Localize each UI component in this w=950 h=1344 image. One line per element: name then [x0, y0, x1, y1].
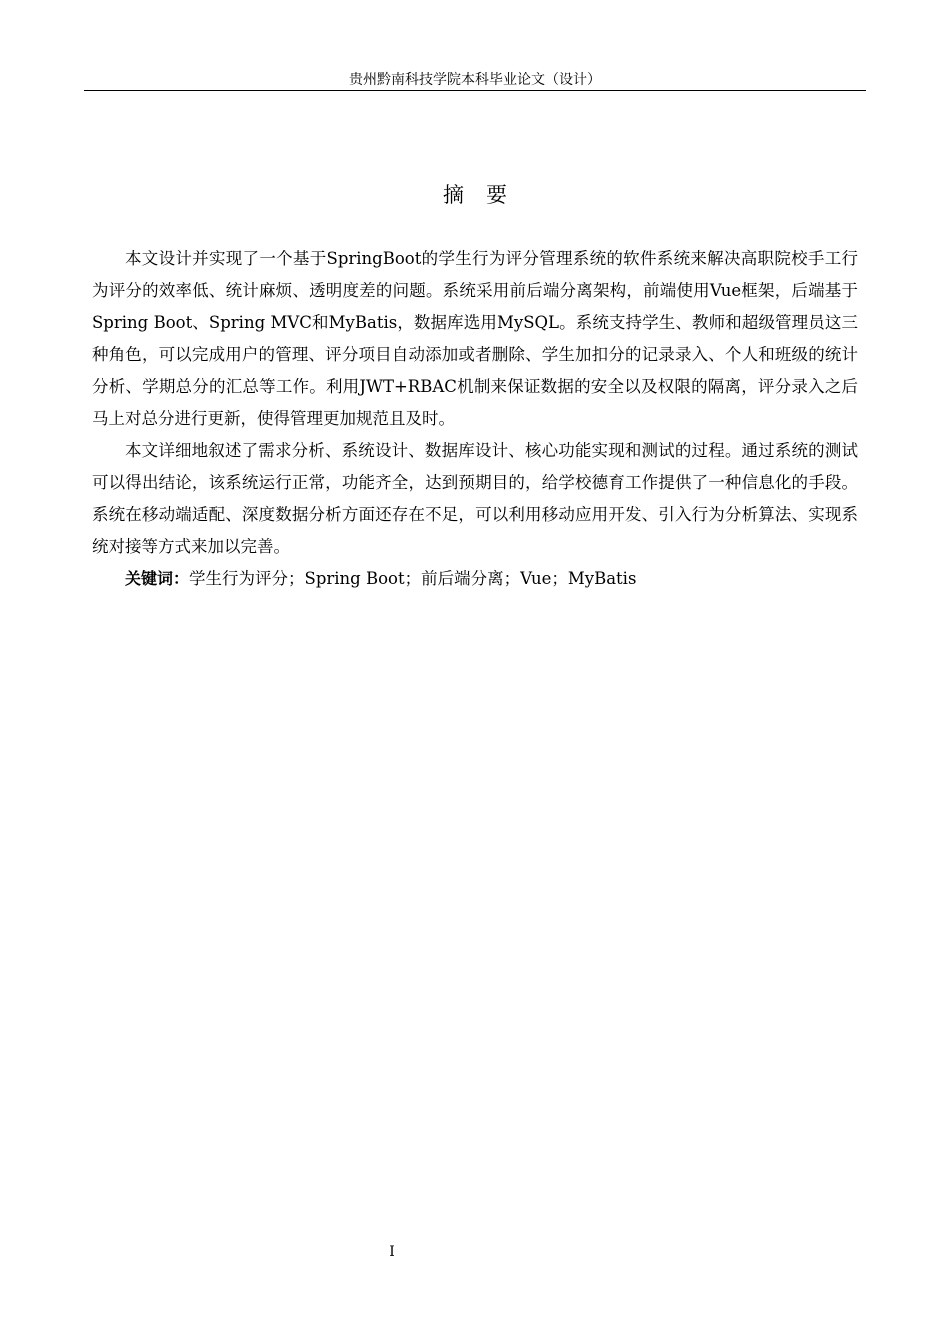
keywords-text: 学生行为评分；Spring Boot；前后端分离；Vue；MyBatis [189, 569, 637, 588]
page-number: I [389, 1244, 395, 1260]
keywords-label: 关键词： [125, 569, 190, 588]
page-header: 贵州黔南科技学院本科毕业论文（设计） [84, 70, 866, 91]
abstract-body [92, 243, 858, 595]
abstract-paragraph-1: 本文设计并实现了一个基于SpringBoot的学生行为评分管理系统的软件系统来解决高职院校手工行为评分的效率低、统计麻烦、透明度差的问题。系统采用前后端分离架构，前端使用Vue框架，后端基于Spring Boot、Spring MVC和MyBatis，数据库选用MySQL。系统支持学生、教师和超级管理员这三种角色，可以完成用户的管理、评分项目自动添加或者删除、学生加扣分的记录录入、个人和班级的统计分析、学期总分的汇总等工作。利用JWT+RBAC机制来保证数据的安全以及权限的隔离，评分录入之后马上对总分进行更新，使得管理更加规范且及时。 [92, 249, 858, 428]
keywords-line [92, 563, 858, 595]
abstract-paragraph-2: 本文详细地叙述了需求分析、系统设计、数据库设计、核心功能实现和测试的过程。通过系统的测试可以得出结论，该系统运行正常，功能齐全，达到预期目的，给学校德育工作提供了一种信息化的手段。系统在移动端适配、深度数据分析方面还存在不足，可以利用移动应用开发、引入行为分析算法、实现系统对接等方式来加以完善。 [92, 441, 858, 556]
abstract-title: 摘要 [443, 183, 529, 207]
